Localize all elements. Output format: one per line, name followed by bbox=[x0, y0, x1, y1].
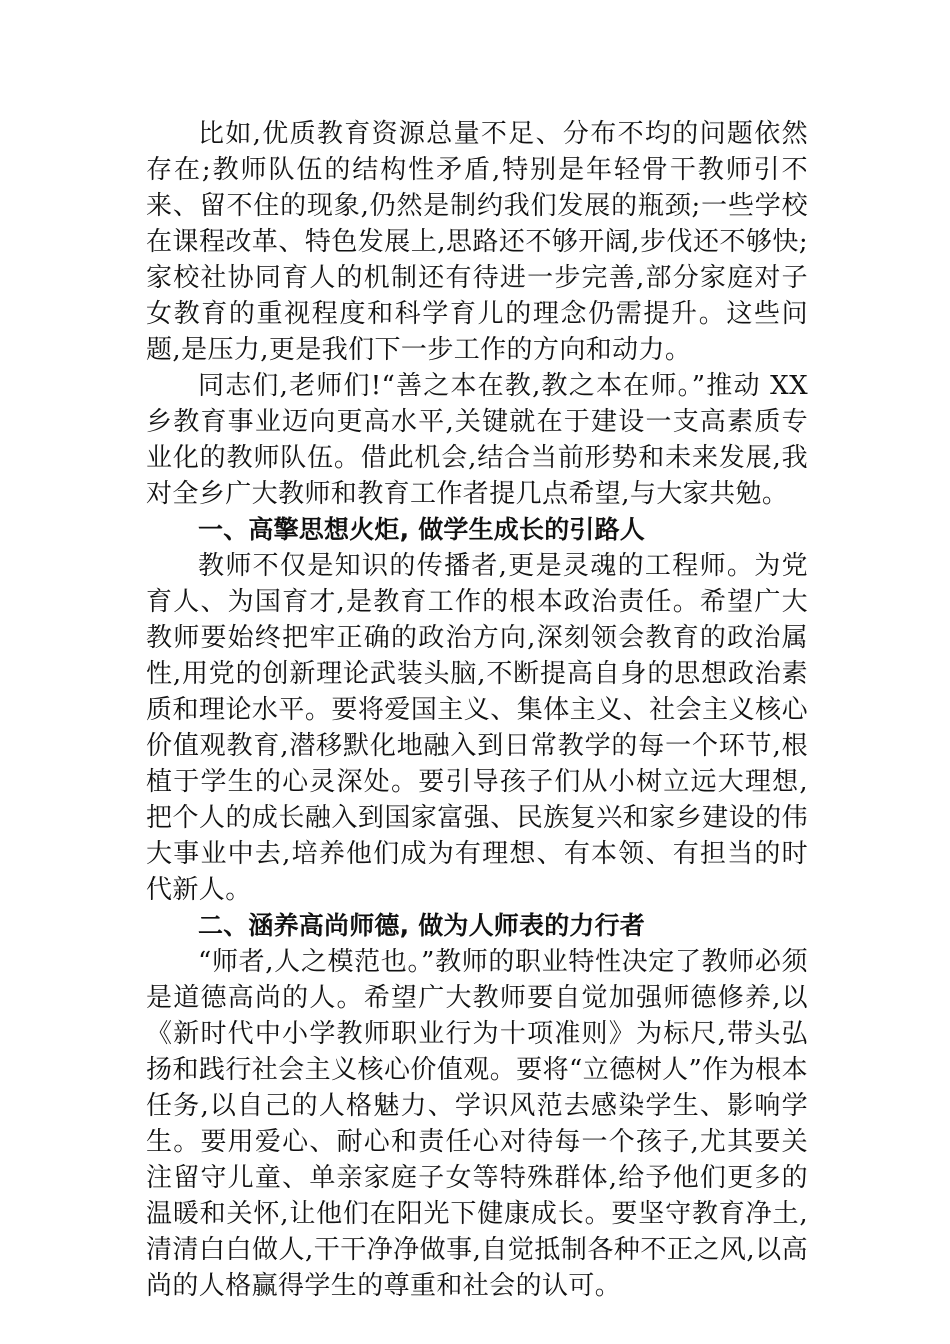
section-body-2: “师者,人之模范也。”教师的职业特性决定了教师必须是道德高尚的人。希望广大教师要自觉加强师德修养,以《新时代中小学教师职业行为十项准则》为标尺,带头弘扬和践行社会主义核心价值观。要将“立德树人”作为根本任务,以自己的人格魅力、学识风范去感染学生、影响学生。要用爱心、耐心和责任心对待每一个孩子,尤其要关注留守儿童、单亲家庭子女等特殊群体,给予他们更多的温暖和关怀,让他们在阳光下健康成长。要坚守教育净土,清清白白做人,干干净净做事,自觉抵制各种不正之风,以高尚的人格赢得学生的尊重和社会的认可。 bbox=[146, 947, 808, 1301]
paragraph-problems: 比如,优质教育资源总量不足、分布不均的问题依然存在;教师队伍的结构性矛盾,特别是年轻骨干教师引不来、留不住的现象,仍然是制约我们发展的瓶颈;一些学校在课程改革、特色发展上,思路还不够开阔,步伐还不够快;家校社协同育人的机制还有待进一步完善,部分家庭对子女教育的重视程度和科学育儿的理念仍需提升。这些问题,是压力,更是我们下一步工作的方向和动力。 bbox=[146, 119, 808, 365]
section-body-1: 教师不仅是知识的传播者,更是灵魂的工程师。为党育人、为国育才,是教育工作的根本政治责任。希望广大教师要始终把牢正确的政治方向,深刻领会教育的政治属性,用党的创新理论武装头脑,不断提高自身的思想政治素质和理论水平。要将爱国主义、集体主义、社会主义核心价值观教育,潜移默化地融入到日常教学的每一个环节,根植于学生的心灵深处。要引导孩子们从小树立远大理想,把个人的成长融入到国家富强、民族复兴和家乡建设的伟大事业中去,培养他们成为有理想、有本领、有担当的时代新人。 bbox=[146, 551, 808, 905]
section-heading-1: 一、高擎思想火炬, 做学生成长的引路人 bbox=[198, 515, 646, 544]
document-page bbox=[146, 116, 808, 1304]
section-heading-2: 二、涵养高尚师德, 做为人师表的力行者 bbox=[198, 911, 646, 940]
paragraph-address: 同志们,老师们!“善之本在教,教之本在师。”推动 XX 乡教育事业迈向更高水平,关键就在于建设一支高素质专业化的教师队伍。借此机会,结合当前形势和未来发展,我对全乡广大教师和教育工作者提几点希望,与大家共勉。 bbox=[146, 371, 808, 509]
